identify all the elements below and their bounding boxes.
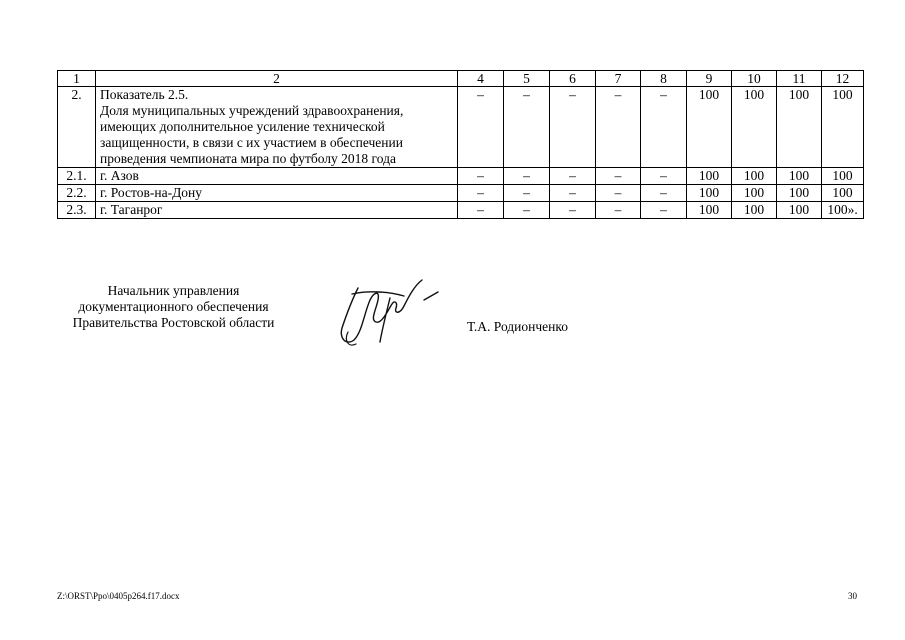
row-number: 2.2.: [58, 185, 96, 202]
signatory-title-line: документационного обеспечения: [78, 299, 269, 314]
value-cell: 100: [732, 202, 777, 219]
value-cell: –: [458, 168, 504, 185]
value-cell: –: [596, 185, 641, 202]
value-cell: 100».: [822, 202, 864, 219]
row-number: 2.3.: [58, 202, 96, 219]
value-cell: –: [504, 87, 550, 168]
col-header-6: 6: [550, 71, 596, 87]
col-header-10: 10: [732, 71, 777, 87]
file-path: Z:\ORST\Ppo\0405p264.f17.docx: [57, 591, 180, 601]
value-cell: 100: [777, 202, 822, 219]
value-cell: 100: [822, 185, 864, 202]
value-cell: –: [641, 185, 687, 202]
city-name: г. Таганрог: [96, 202, 458, 219]
value-cell: –: [641, 202, 687, 219]
indicator-table: [57, 70, 864, 219]
signatory-title-line: Правительства Ростовской области: [72, 315, 275, 330]
value-cell: –: [550, 87, 596, 168]
col-header-2: 2: [96, 71, 458, 87]
value-cell: 100: [687, 87, 732, 168]
value-cell: –: [596, 168, 641, 185]
value-cell: –: [458, 87, 504, 168]
table-row: [58, 202, 864, 219]
value-cell: –: [550, 168, 596, 185]
city-name: г. Азов: [96, 168, 458, 185]
page-number: 30: [848, 591, 857, 601]
city-name: г. Ростов-на-Дону: [96, 185, 458, 202]
indicator-name: [96, 87, 458, 168]
signatory-name: Т.А. Родионченко: [467, 319, 568, 334]
row-number: 2.1.: [58, 168, 96, 185]
value-cell: –: [458, 202, 504, 219]
indicator-description-line: проведения чемпионата мира по футболу 2018 года: [100, 151, 396, 166]
table-row: [58, 87, 864, 168]
indicator-description-line: защищенности, в связи с их участием в обеспечении: [100, 135, 403, 150]
signatory-title: [57, 283, 290, 331]
value-cell: 100: [777, 87, 822, 168]
col-header-8: 8: [641, 71, 687, 87]
value-cell: 100: [822, 168, 864, 185]
value-cell: –: [504, 185, 550, 202]
value-cell: 100: [777, 185, 822, 202]
value-cell: 100: [687, 185, 732, 202]
table-row: [58, 168, 864, 185]
col-header-9: 9: [687, 71, 732, 87]
value-cell: –: [504, 168, 550, 185]
col-header-7: 7: [596, 71, 641, 87]
value-cell: 100: [732, 168, 777, 185]
value-cell: –: [504, 202, 550, 219]
value-cell: –: [596, 87, 641, 168]
table-row: [58, 185, 864, 202]
value-cell: 100: [777, 168, 822, 185]
value-cell: –: [596, 202, 641, 219]
handwritten-signature: [330, 270, 445, 355]
value-cell: –: [641, 87, 687, 168]
signatory-title-line: Начальник управления: [107, 283, 240, 298]
value-cell: 100: [822, 87, 864, 168]
value-cell: 100: [732, 87, 777, 168]
col-header-4: 4: [458, 71, 504, 87]
col-header-12: 12: [822, 71, 864, 87]
value-cell: –: [550, 185, 596, 202]
value-cell: –: [641, 168, 687, 185]
indicator-title: Показатель 2.5.: [100, 87, 189, 102]
indicator-description-line: Доля муниципальных учреждений здравоохранения,: [100, 103, 404, 118]
value-cell: 100: [732, 185, 777, 202]
value-cell: –: [458, 185, 504, 202]
col-header-11: 11: [777, 71, 822, 87]
col-header-5: 5: [504, 71, 550, 87]
value-cell: 100: [687, 168, 732, 185]
indicator-description-line: имеющих дополнительное усиление технической: [100, 119, 385, 134]
value-cell: –: [550, 202, 596, 219]
table-header-row: [58, 71, 864, 87]
col-header-1: 1: [58, 71, 96, 87]
row-number: 2.: [58, 87, 96, 168]
value-cell: 100: [687, 202, 732, 219]
